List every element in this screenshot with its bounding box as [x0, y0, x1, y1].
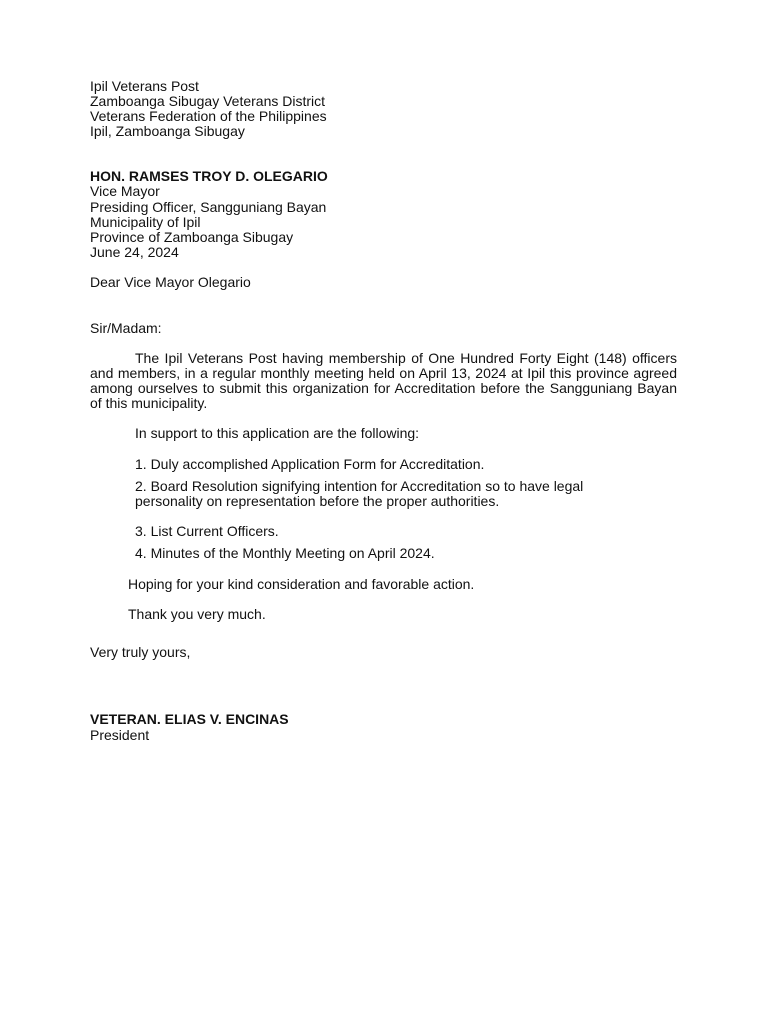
recipient-office: Presiding Officer, Sangguniang Bayan	[90, 199, 327, 215]
sender-line-4: Ipil, Zamboanga Sibugay	[90, 123, 245, 139]
recipient-province: Province of Zamboanga Sibugay	[90, 229, 294, 245]
recipient-title: Vice Mayor	[90, 183, 160, 199]
thanks-line: Thank you very much.	[128, 606, 266, 622]
list-item-3: 3. List Current Officers.	[135, 523, 279, 539]
list-item-4: 4. Minutes of the Monthly Meeting on April 2024.	[135, 545, 435, 561]
hoping-line: Hoping for your kind consideration and favorable action.	[128, 576, 475, 592]
list-item-2: 2. Board Resolution signifying intention for Accreditation so to have legal	[135, 478, 584, 494]
salutation: Sir/Madam:	[90, 320, 162, 336]
sender-line-2: Zamboanga Sibugay Veterans District	[90, 93, 326, 109]
closing: Very truly yours,	[90, 644, 191, 660]
sender-line-3: Veterans Federation of the Philippines	[90, 108, 327, 124]
signatory-position: President	[90, 727, 150, 743]
list-item-1: 1. Duly accomplished Application Form for Accreditation.	[135, 456, 485, 472]
signatory-name: VETERAN. ELIAS V. ENCINAS	[90, 711, 289, 727]
body-paragraph: The Ipil Veterans Post having membership of One Hundred Forty Eight (148) officers and members, in a regular monthly meeting held on April 13, 2024 at Ipil this province agreed among ourselves to submit this organization for Accreditation before the Sangguniang Bayan of this municipality.	[90, 350, 677, 411]
support-intro: In support to this application are the following:	[135, 425, 420, 441]
recipient-name: HON. RAMSES TROY D. OLEGARIO	[90, 168, 328, 184]
list-item-2-continued: personality on representation before the proper authorities.	[135, 493, 500, 509]
greeting: Dear Vice Mayor Olegario	[90, 274, 251, 290]
sender-line-1: Ipil Veterans Post	[90, 78, 199, 94]
letter-date: June 24, 2024	[90, 244, 179, 260]
recipient-municipality: Municipality of Ipil	[90, 214, 201, 230]
